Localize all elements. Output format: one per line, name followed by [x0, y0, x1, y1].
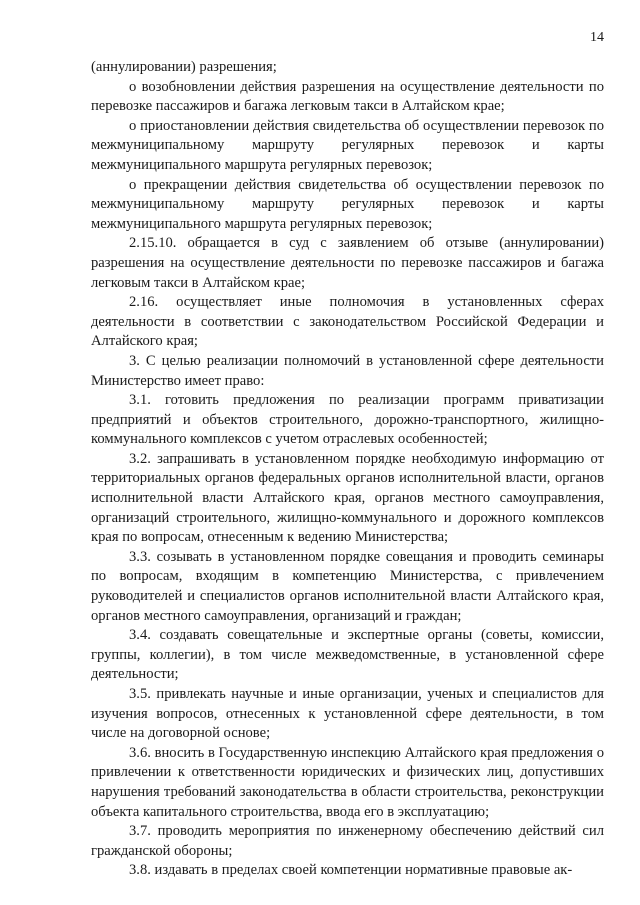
paragraph: 3.1. готовить предложения по реализации программ приватизации предприятий и объектов строительного, дорожно-транспортного, жилищно-коммунального комплексов с учетом отраслевых особенностей; — [91, 392, 604, 448]
paragraph: 3.5. привлекать научные и иные организации, ученых и специалистов для изучения вопросов, отнесенных к установленной сфере деятельности, в том числе на договорной основе; — [91, 686, 604, 742]
paragraph: о прекращении действия свидетельства об осуществлении перевозок по межмуниципальному маршруту регулярных перевозок и карты межмуниципального маршрута регулярных перевозок; — [91, 176, 604, 232]
paragraph: о приостановлении действия свидетельства об осуществлении перевозок по межмуниципальному маршруту регулярных перевозок и карты межмуниципального маршрута регулярных перевозок; — [91, 117, 604, 173]
paragraph: 3.3. созывать в установленном порядке совещания и проводить семинары по вопросам, входящим в компетенцию Министерства, с привлечением руководителей и специалистов органов исполнительной власти Алтайского края, органов местного самоуправления, организаций и граждан; — [91, 548, 604, 624]
paragraph: о возобновлении действия разрешения на осуществление деятельности по перевозке пассажиров и багажа легковым такси в Алтайском крае; — [91, 78, 604, 115]
paragraph: 2.16. осуществляет иные полномочия в установленных сферах деятельности в соответствии с законодательством Российской Федерации и Алтайского края; — [91, 294, 604, 350]
paragraph: (аннулировании) разрешения; — [91, 59, 277, 75]
page-number: 14 — [590, 30, 604, 45]
paragraph: 3.6. вносить в Государственную инспекцию Алтайского края предложения о привлечении к ответственности юридических и физических лиц, допустивших нарушения требований законодательства в области строительства, реконструкции объекта капитального строительства, ввода его в эксплуатацию; — [91, 744, 604, 820]
paragraph: 2.15.10. обращается в суд с заявлением об отзыве (аннулировании) разрешения на осуществление деятельности по перевозке пассажиров и багажа легковым такси в Алтайском крае; — [91, 235, 604, 291]
paragraph: 3.2. запрашивать в установленном порядке необходимую информацию от территориальных органов федеральных органов исполнительной власти, органов исполнительной власти Алтайского края, органов местного самоуправления, организаций строительного, жилищно-коммунального и дорожного комплексов края по вопросам, отнесенным к ведению Министерства; — [91, 450, 604, 546]
paragraph: 3.4. создавать совещательные и экспертные органы (советы, комиссии, группы, коллегии), в том числе межведомственные, в установленной сфере деятельности; — [91, 627, 604, 683]
paragraph: 3.8. издавать в пределах своей компетенции нормативные правовые ак- — [129, 862, 573, 879]
paragraph: 3.7. проводить мероприятия по инженерному обеспечению действий сил гражданской обороны; — [91, 823, 604, 859]
document-body — [91, 58, 604, 881]
paragraph: 3. С целью реализации полномочий в установленной сфере деятельности Министерство имеет право: — [91, 352, 604, 389]
